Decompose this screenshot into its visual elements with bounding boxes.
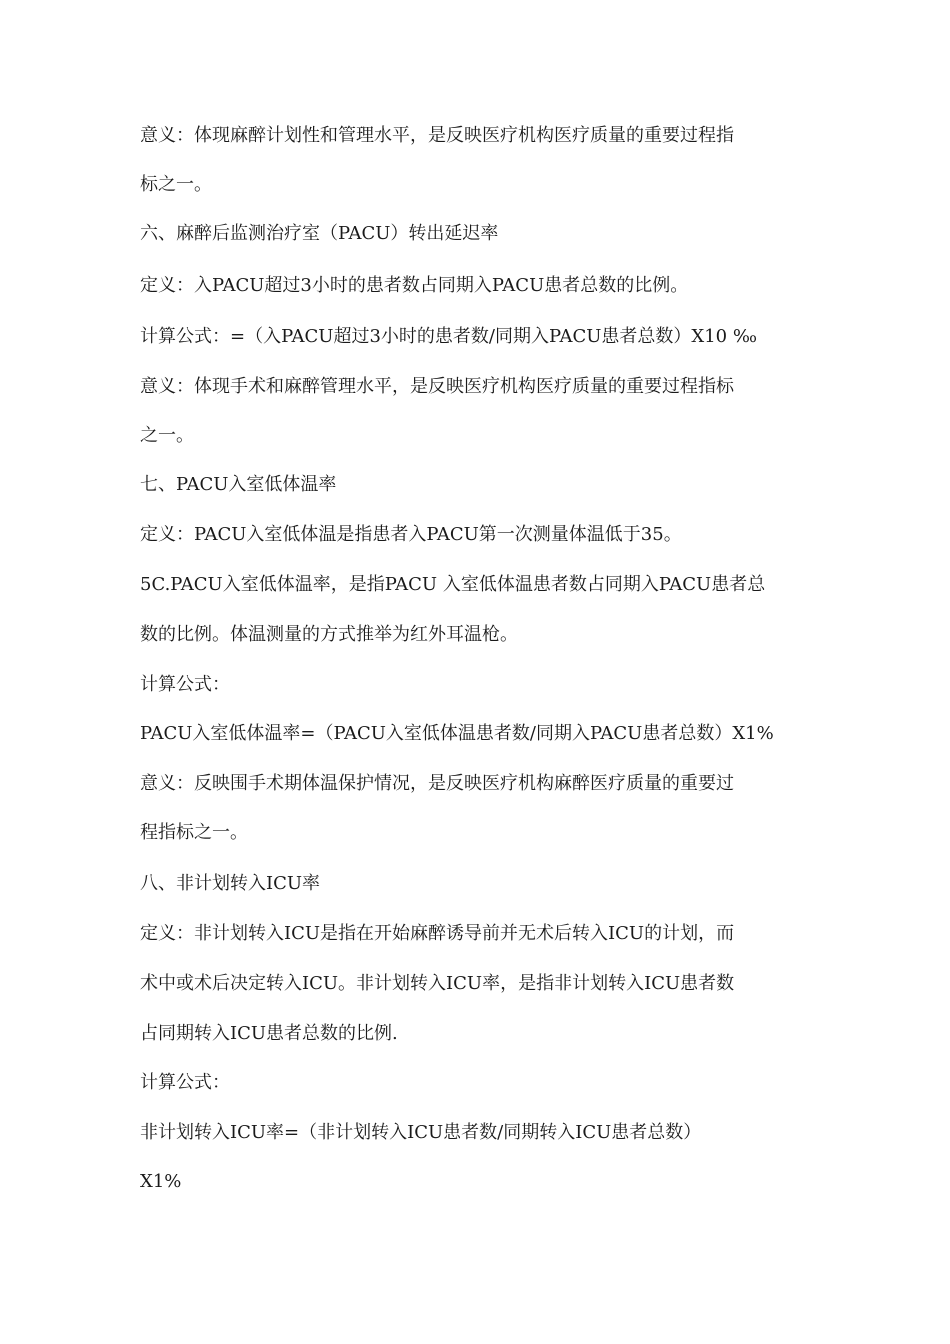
text-line-definition-8-cont: 术中或术后决定转入ICU。非计划转入ICU率，是指非计划转入ICU患者数 bbox=[140, 973, 735, 994]
text-line-significance-1: 意义：体现麻醉计划性和管理水平，是反映医疗机构医疗质量的重要过程指 bbox=[140, 125, 734, 146]
text-line-definition-8-end: 占同期转入ICU患者总数的比例. bbox=[140, 1023, 398, 1044]
text-line-formula-7: PACU入室低体温率=（PACU入室低体温患者数/同期入PACU患者总数）X1% bbox=[140, 723, 774, 744]
section-heading-8: 八、非计划转入ICU率 bbox=[140, 873, 321, 894]
text-line-definition-7-cont: 5C.PACU入室低体温率，是指PACU 入室低体温患者数占同期入PACU患者总 bbox=[140, 574, 766, 595]
text-line-formula-label-8: 计算公式： bbox=[140, 1072, 230, 1093]
text-line-formula-8: 非计划转入ICU率=（非计划转入ICU患者数/同期转入ICU患者总数） bbox=[140, 1122, 702, 1143]
text-line-definition-6: 定义：入PACU超过3小时的患者数占同期入PACU患者总数的比例。 bbox=[140, 275, 689, 296]
section-heading-7: 七、PACU入室低体温率 bbox=[140, 474, 337, 495]
text-line-definition-7: 定义：PACU入室低体温是指患者入PACU第一次测量体温低于35。 bbox=[140, 524, 682, 545]
text-line-significance-7-cont: 程指标之一。 bbox=[140, 822, 248, 843]
section-heading-6: 六、麻醉后监测治疗室（PACU）转出延迟率 bbox=[140, 223, 499, 244]
text-line-formula-8-cont: X1% bbox=[140, 1171, 182, 1192]
text-line-significance-6-cont: 之一。 bbox=[140, 425, 194, 446]
text-line-significance-7: 意义：反映围手术期体温保护情况，是反映医疗机构麻醉医疗质量的重要过 bbox=[140, 773, 734, 794]
text-line-significance-6: 意义：体现手术和麻醉管理水平，是反映医疗机构医疗质量的重要过程指标 bbox=[140, 376, 734, 397]
text-line-formula-label-7: 计算公式： bbox=[140, 674, 230, 695]
text-line-definition-8: 定义：非计划转入ICU是指在开始麻醉诱导前并无术后转入ICU的计划，而 bbox=[140, 923, 735, 944]
text-line-significance-1-cont: 标之一。 bbox=[140, 174, 212, 195]
text-line-definition-7-end: 数的比例。体温测量的方式推举为红外耳温枪。 bbox=[140, 624, 518, 645]
text-line-formula-6: 计算公式：=（入PACU超过3小时的患者数/同期入PACU患者总数）X10 ‰ bbox=[140, 326, 757, 347]
